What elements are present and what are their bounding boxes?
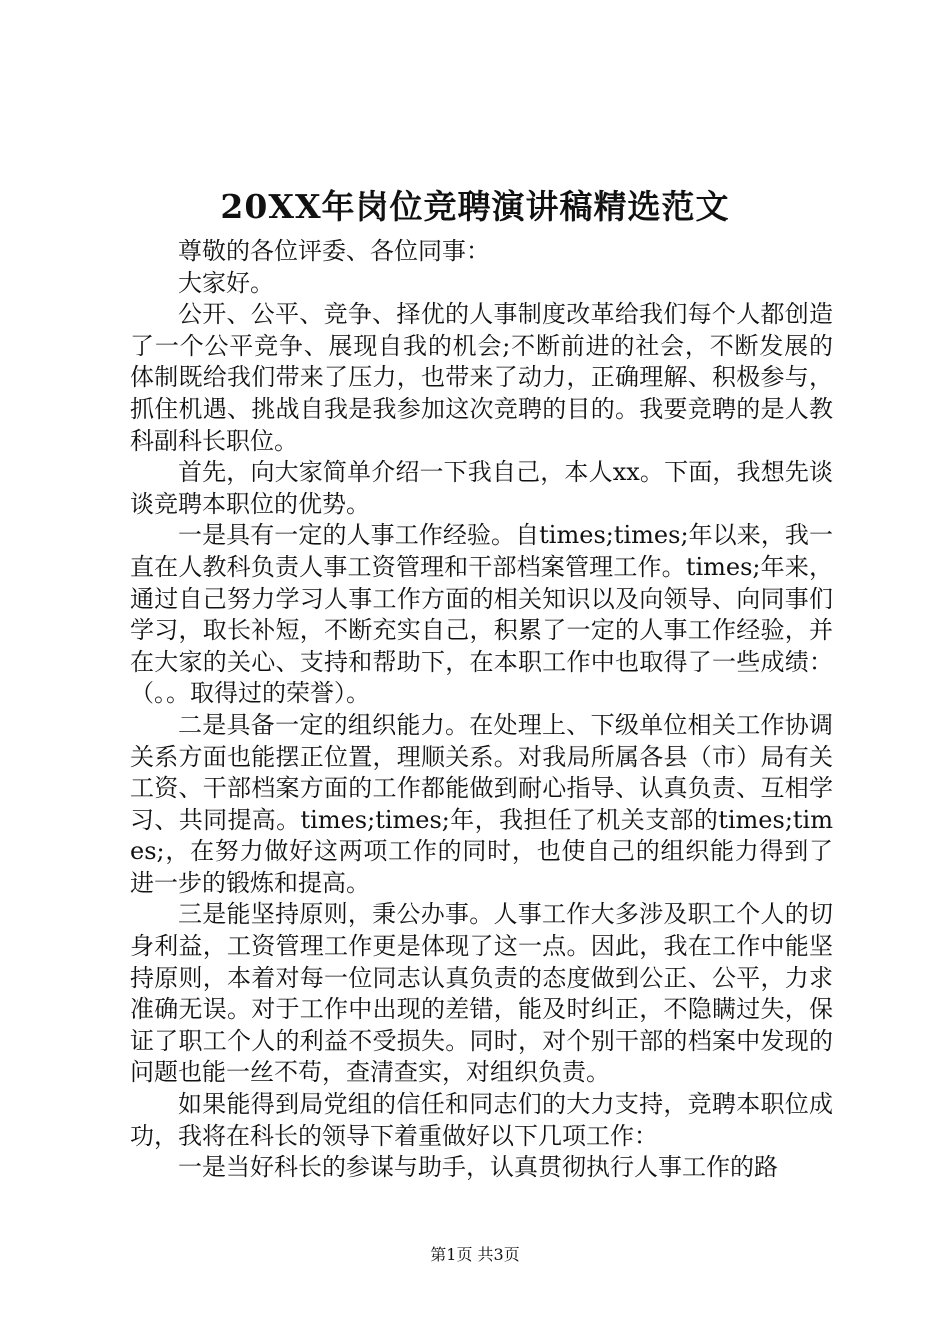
paragraph-plan: 如果能得到局党组的信任和同志们的大力支持，竞聘本职位成功，我将在科长的领导下着重做好以下几项工作： [130,1090,833,1150]
paragraph-self-introduction: 首先，向大家简单介绍一下我自己，本人xx。下面，我想先谈谈竞聘本职位的优势。 [130,458,833,518]
paragraph-organization: 二是具备一定的组织能力。在处理上、下级单位相关工作协调关系方面也能摆正位置，理顺关系。对我局所属各县（市）局有关工资、干部档案方面的工作都能做到耐心指导、认真负责、互相学习、共同提高。times;times;年，我担任了机关支部的times;times;，在努力做好这两项工作的同时，也使自己的组织能力得到了进一步的锻炼和提高。 [130,710,833,897]
paragraph-intro: 公开、公平、竞争、择优的人事制度改革给我们每个人都创造了一个公平竞争、展现自我的机会;不断前进的社会，不断发展的体制既给我们带来了压力，也带来了动力，正确理解、积极参与，抓住机遇、挑战自我是我参加这次竞聘的目的。我要竞聘的是人教科副科长职位。 [130,300,833,455]
salutation: 尊敬的各位评委、各位同事： [178,237,490,265]
page-footer: 第1页 共3页 [430,1245,520,1264]
paragraph-experience: 一是具有一定的人事工作经验。自times;times;年以来，我一直在人教科负责人事工资管理和干部档案管理工作。times;年来，通过自己努力学习人事工作方面的相关知识以及向领导、向同事们学习，取长补短，不断充实自己，积累了一定的人事工作经验，并在大家的关心、支持和帮助下，在本职工作中也取得了一些成绩：（。。取得过的荣誉）。 [130,521,833,708]
paragraph-plan-item-1: 一是当好科长的参谋与助手，认真贯彻执行人事工作的路 [178,1153,778,1182]
document-body [130,236,833,1184]
paragraph-principles: 三是能坚持原则，秉公办事。人事工作大多涉及职工个人的切身利益，工资管理工作更是体现了这一点。因此，我在工作中能坚持原则，本着对每一位同志认真负责的态度做到公正、公平，力求准确无误。对于工作中出现的差错，能及时纠正，不隐瞒过失，保证了职工个人的利益不受损失。同时，对个别干部的档案中发现的问题也能一丝不苟，查清查实，对组织负责。 [130,900,833,1087]
greeting: 大家好。 [178,268,274,297]
document-title: 20XX年岗位竞聘演讲稿精选范文 [220,187,730,226]
